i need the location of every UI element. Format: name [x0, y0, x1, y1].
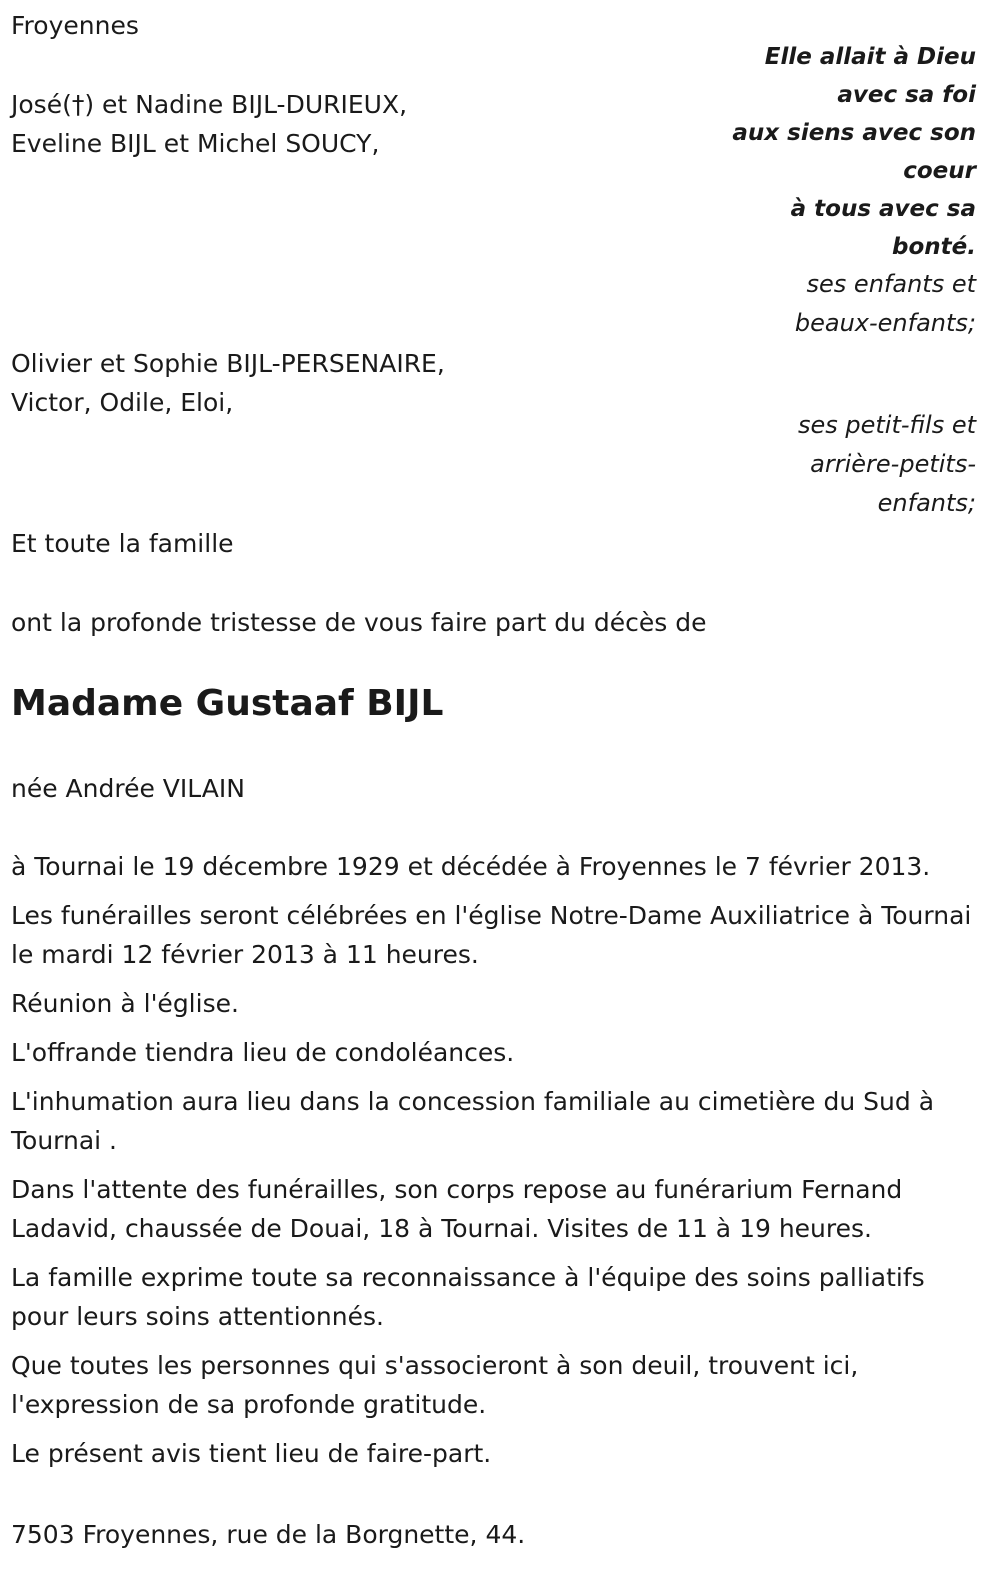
paragraph-notice: Le présent avis tient lieu de faire-part. — [11, 1439, 492, 1468]
memorial-quote — [716, 38, 976, 266]
family-closing: Et toute la famille — [11, 529, 234, 558]
paragraph-burial: L'inhumation aura lieu dans la concession familiale au cimetière du Sud à Tournai . — [11, 1087, 935, 1155]
relation-line: beaux-enfants; — [794, 309, 976, 337]
paragraph-birth-death: à Tournai le 19 décembre 1929 et décédée à Froyennes le 7 février 2013. — [11, 852, 931, 881]
deceased-name: Madame Gustaaf BIJL — [11, 683, 444, 724]
family-group-grandchildren — [11, 344, 445, 422]
paragraph-meeting: Réunion à l'église. — [11, 989, 239, 1018]
family-name-line: Eveline BIJL et Michel SOUCY, — [11, 129, 380, 158]
quote-line: Elle allait à Dieu — [764, 44, 976, 70]
paragraph-funerarium: Dans l'attente des funérailles, son corps repose au funérarium Fernand Ladavid, chaussée de Douai, 18 à Tournai. Visites de 11 à 19 heures. — [11, 1175, 903, 1243]
paragraph-thanks-care: La famille exprime toute sa reconnaissance à l'équipe des soins palliatifs pour leurs soins attentionnés. — [11, 1263, 925, 1331]
location: Froyennes — [11, 11, 139, 40]
announcement: ont la profonde tristesse de vous faire part du décès de — [11, 608, 707, 637]
obituary-details — [11, 847, 986, 1483]
relation-line: arrière-petits- — [810, 450, 976, 478]
quote-line: bonté. — [892, 234, 976, 260]
paragraph-gratitude: Que toutes les personnes qui s'associeront à son deuil, trouvent ici, l'expression de sa profonde gratitude. — [11, 1351, 859, 1419]
quote-line: à tous avec sa — [790, 196, 976, 222]
quote-line: avec sa foi — [837, 82, 976, 108]
quote-line: aux siens avec son — [732, 120, 976, 146]
family-name-line: José(†) et Nadine BIJL-DURIEUX, — [11, 90, 408, 119]
paragraph-offering: L'offrande tiendra lieu de condoléances. — [11, 1038, 515, 1067]
address: 7503 Froyennes, rue de la Borgnette, 44. — [11, 1520, 526, 1549]
relation-line: enfants; — [877, 489, 976, 517]
family-group-children — [11, 85, 407, 163]
relation-grandchildren — [716, 406, 976, 523]
relation-line: ses petit-fils et — [797, 411, 976, 439]
relation-line: ses enfants et — [806, 270, 976, 298]
paragraph-funeral: Les funérailles seront célébrées en l'église Notre-Dame Auxiliatrice à Tournai le mardi 12 février 2013 à 11 heures. — [11, 901, 972, 969]
family-name-line: Victor, Odile, Eloi, — [11, 388, 234, 417]
family-name-line: Olivier et Sophie BIJL-PERSENAIRE, — [11, 349, 445, 378]
maiden-name: née Andrée VILAIN — [11, 774, 245, 803]
relation-children — [716, 265, 976, 343]
quote-line: coeur — [903, 158, 976, 184]
